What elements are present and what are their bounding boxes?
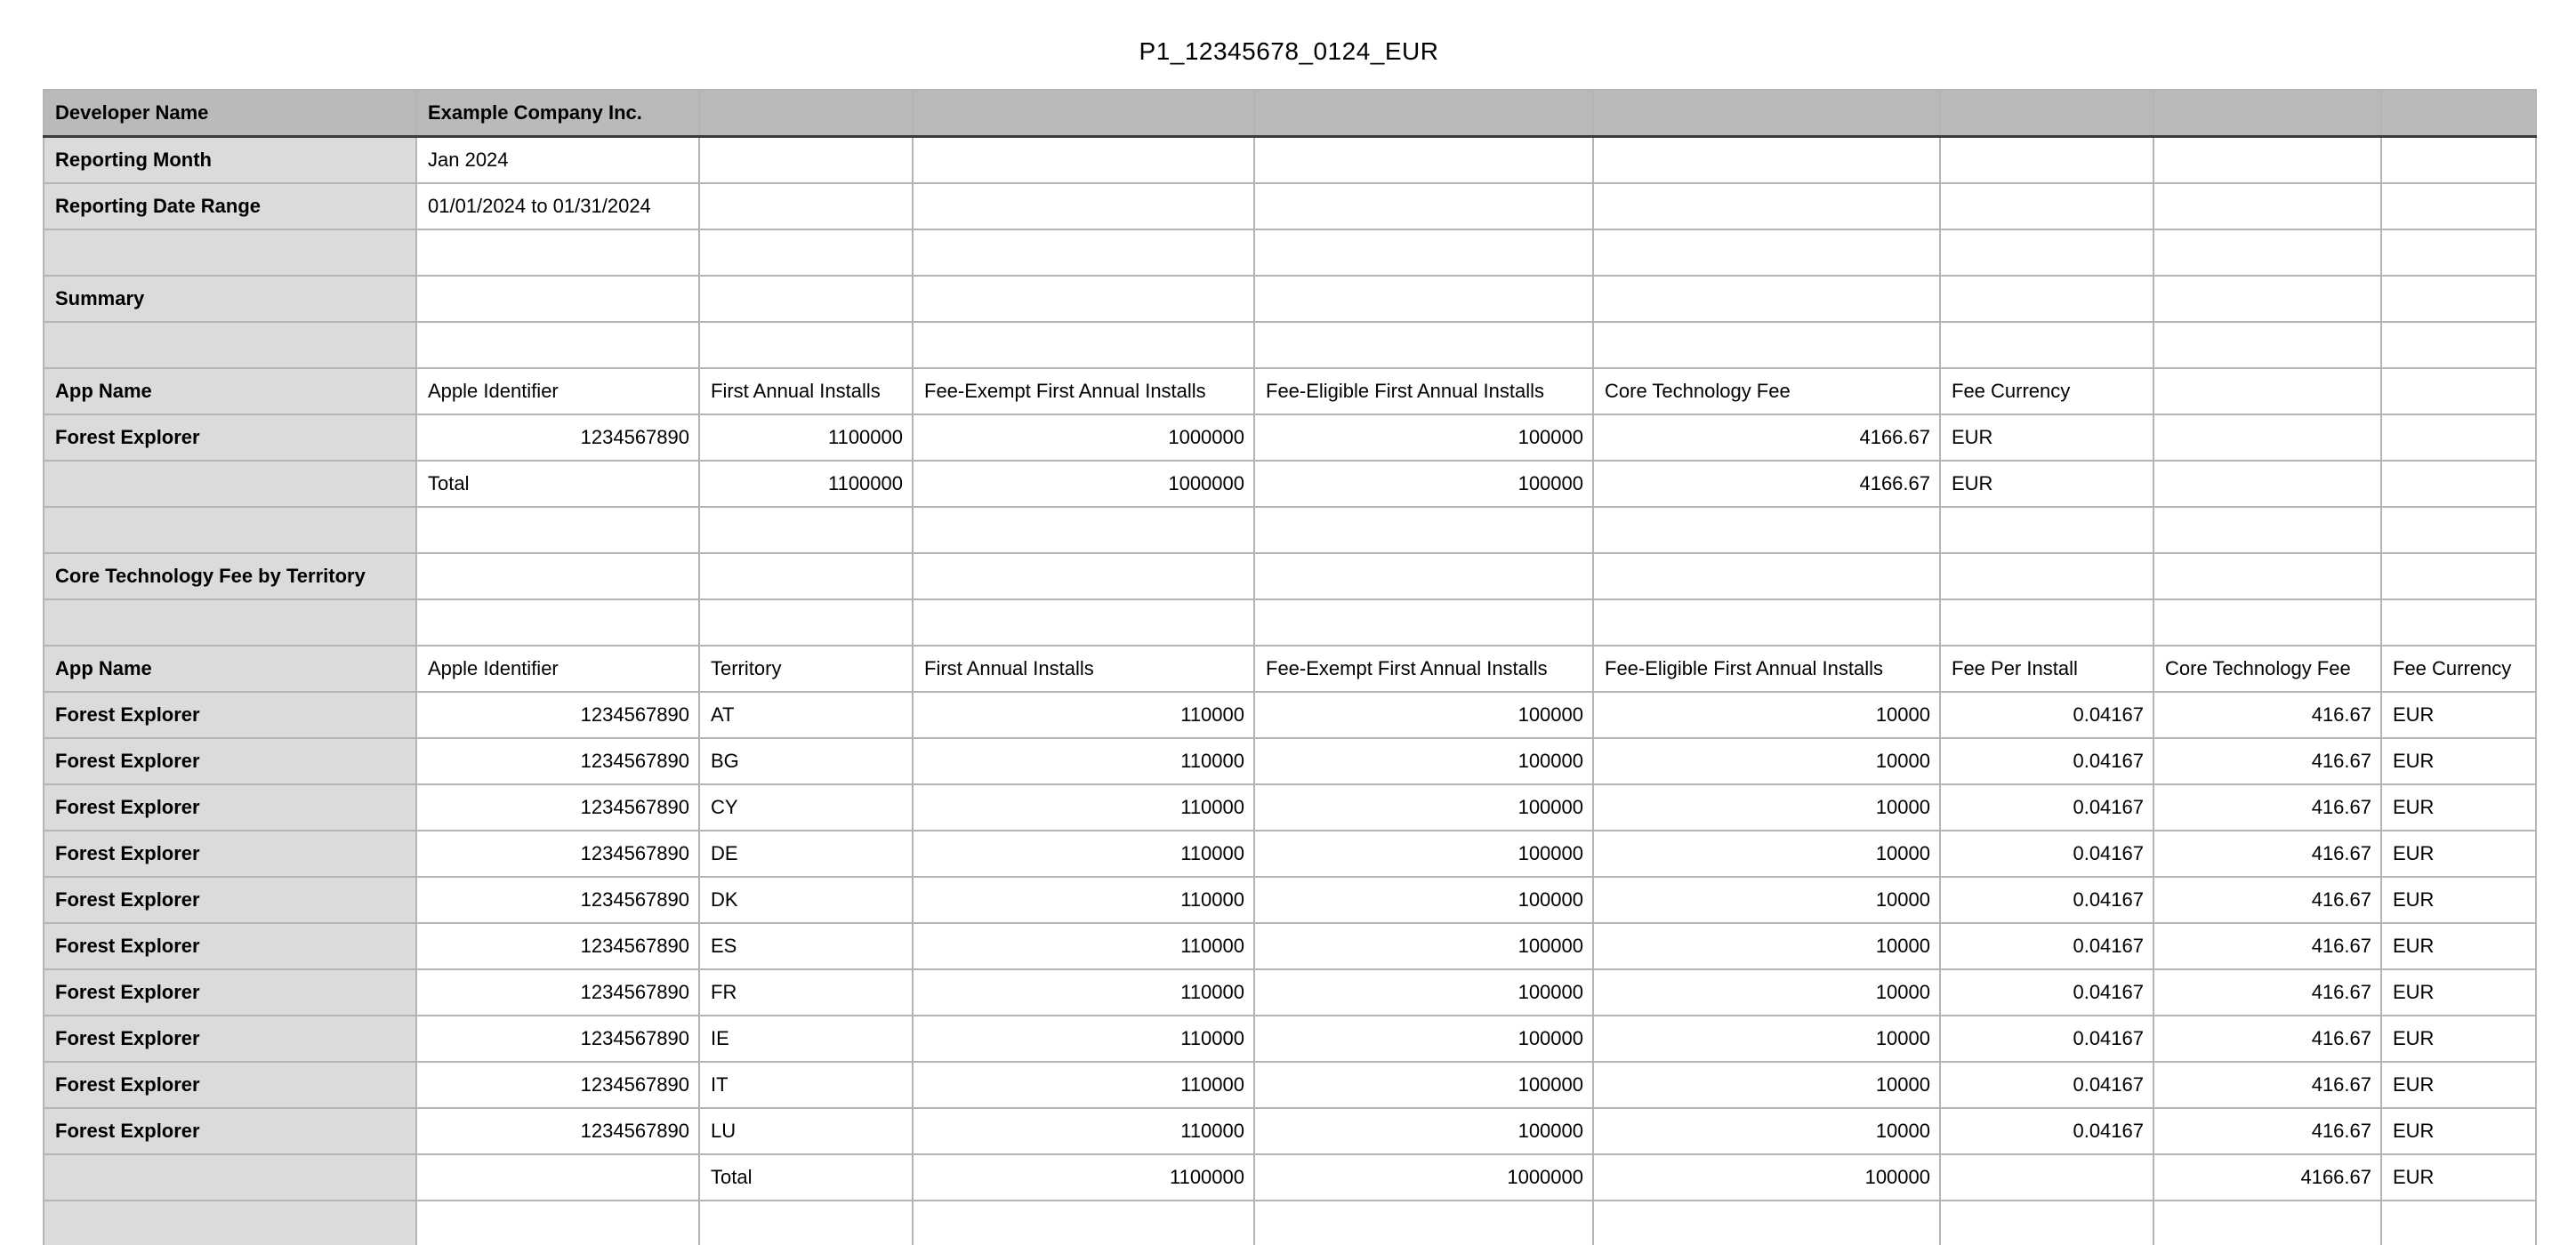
spreadsheet-cell: 100000	[1254, 1062, 1593, 1108]
spreadsheet-cell: 416.67	[2153, 1108, 2381, 1154]
spreadsheet-cell: Forest Explorer	[44, 877, 416, 923]
spreadsheet-cell: 10000	[1593, 877, 1940, 923]
spreadsheet-cell: 100000	[1254, 969, 1593, 1016]
spreadsheet-cell: 100000	[1254, 831, 1593, 877]
spreadsheet-cell: 0.04167	[1940, 1016, 2153, 1062]
spreadsheet-cell: Developer Name	[44, 90, 416, 137]
spreadsheet-cell: Reporting Date Range	[44, 183, 416, 229]
table-row	[44, 368, 2536, 414]
spreadsheet-cell	[1940, 553, 2153, 599]
spreadsheet-cell: 100000	[1254, 1108, 1593, 1154]
spreadsheet-cell: 1234567890	[416, 692, 699, 738]
spreadsheet-cell: 416.67	[2153, 738, 2381, 784]
spreadsheet-cell: LU	[699, 1108, 913, 1154]
spreadsheet-cell	[44, 1154, 416, 1201]
spreadsheet-cell: 0.04167	[1940, 784, 2153, 831]
spreadsheet-cell	[1254, 1201, 1593, 1245]
spreadsheet-cell: 4166.67	[1593, 414, 1940, 461]
spreadsheet-cell: 1234567890	[416, 414, 699, 461]
spreadsheet-cell	[2153, 229, 2381, 276]
spreadsheet-cell	[2153, 90, 2381, 137]
spreadsheet-cell: Fee Currency	[2381, 646, 2536, 692]
spreadsheet-cell: Territory	[699, 646, 913, 692]
spreadsheet-cell: EUR	[2381, 969, 2536, 1016]
spreadsheet-cell: 100000	[1254, 461, 1593, 507]
spreadsheet-cell: Fee-Eligible First Annual Installs	[1593, 646, 1940, 692]
spreadsheet-cell: Example Company Inc.	[416, 90, 699, 137]
table-row	[44, 1062, 2536, 1108]
spreadsheet-cell: EUR	[2381, 784, 2536, 831]
spreadsheet-cell: Core Technology Fee	[1593, 368, 1940, 414]
spreadsheet-cell: 110000	[913, 1062, 1254, 1108]
table-row	[44, 646, 2536, 692]
spreadsheet-cell: First Annual Installs	[699, 368, 913, 414]
spreadsheet-cell: EUR	[1940, 461, 2153, 507]
spreadsheet-cell	[913, 90, 1254, 137]
spreadsheet-cell	[1940, 276, 2153, 322]
spreadsheet-cell	[2381, 507, 2536, 553]
spreadsheet-cell: 416.67	[2153, 784, 2381, 831]
spreadsheet-cell: 10000	[1593, 1108, 1940, 1154]
spreadsheet-cell	[416, 276, 699, 322]
spreadsheet-cell: 10000	[1593, 923, 1940, 969]
spreadsheet-cell: 416.67	[2153, 923, 2381, 969]
spreadsheet-cell	[2381, 276, 2536, 322]
spreadsheet-cell: 416.67	[2153, 831, 2381, 877]
spreadsheet-cell: 1000000	[913, 414, 1254, 461]
spreadsheet-cell	[2381, 90, 2536, 137]
table-row	[44, 414, 2536, 461]
spreadsheet-cell	[2153, 322, 2381, 368]
table-row	[44, 276, 2536, 322]
spreadsheet-cell: Apple Identifier	[416, 368, 699, 414]
table-row	[44, 507, 2536, 553]
spreadsheet-cell	[699, 90, 913, 137]
spreadsheet-cell: Forest Explorer	[44, 969, 416, 1016]
spreadsheet-cell: EUR	[2381, 877, 2536, 923]
spreadsheet-cell	[699, 276, 913, 322]
spreadsheet-cell: 1000000	[1254, 1154, 1593, 1201]
spreadsheet-cell: Forest Explorer	[44, 692, 416, 738]
spreadsheet-cell: 0.04167	[1940, 692, 2153, 738]
table-row	[44, 969, 2536, 1016]
spreadsheet-cell: 110000	[913, 969, 1254, 1016]
spreadsheet-cell: AT	[699, 692, 913, 738]
table-row	[44, 1154, 2536, 1201]
spreadsheet-cell	[1940, 507, 2153, 553]
spreadsheet-cell: 110000	[913, 831, 1254, 877]
table-row	[44, 322, 2536, 368]
table-row	[44, 923, 2536, 969]
spreadsheet-cell: 100000	[1593, 1154, 1940, 1201]
spreadsheet-cell: Forest Explorer	[44, 923, 416, 969]
spreadsheet-cell: 110000	[913, 1016, 1254, 1062]
spreadsheet-cell	[1940, 137, 2153, 184]
spreadsheet-cell	[2153, 368, 2381, 414]
table-row	[44, 877, 2536, 923]
spreadsheet-cell	[416, 322, 699, 368]
spreadsheet-cell	[1593, 276, 1940, 322]
spreadsheet-cell: Forest Explorer	[44, 1062, 416, 1108]
spreadsheet-cell: 1234567890	[416, 738, 699, 784]
table-row	[44, 1201, 2536, 1245]
spreadsheet-cell	[1254, 507, 1593, 553]
spreadsheet-cell: Total	[699, 1154, 913, 1201]
spreadsheet-cell	[2153, 507, 2381, 553]
spreadsheet-cell: 10000	[1593, 969, 1940, 1016]
spreadsheet-cell: 416.67	[2153, 969, 2381, 1016]
spreadsheet-cell: 416.67	[2153, 1016, 2381, 1062]
spreadsheet-cell: Apple Identifier	[416, 646, 699, 692]
report-table	[43, 89, 2537, 1245]
spreadsheet-cell: 100000	[1254, 923, 1593, 969]
spreadsheet-cell: 110000	[913, 692, 1254, 738]
spreadsheet-cell: Total	[416, 461, 699, 507]
spreadsheet-cell	[913, 183, 1254, 229]
spreadsheet-cell: App Name	[44, 368, 416, 414]
spreadsheet-cell: 0.04167	[1940, 738, 2153, 784]
spreadsheet-cell: FR	[699, 969, 913, 1016]
spreadsheet-cell: ES	[699, 923, 913, 969]
spreadsheet-cell: 10000	[1593, 1062, 1940, 1108]
spreadsheet-cell: EUR	[2381, 692, 2536, 738]
spreadsheet-cell: 0.04167	[1940, 923, 2153, 969]
spreadsheet-cell: Core Technology Fee	[2153, 646, 2381, 692]
spreadsheet-cell	[699, 137, 913, 184]
spreadsheet-cell: 100000	[1254, 784, 1593, 831]
spreadsheet-cell	[1940, 1201, 2153, 1245]
spreadsheet-cell: IE	[699, 1016, 913, 1062]
spreadsheet-cell	[699, 322, 913, 368]
spreadsheet-cell: EUR	[1940, 414, 2153, 461]
spreadsheet-cell: 416.67	[2153, 692, 2381, 738]
spreadsheet-cell	[416, 1201, 699, 1245]
spreadsheet-cell: 0.04167	[1940, 831, 2153, 877]
spreadsheet-cell: 1234567890	[416, 1062, 699, 1108]
table-row	[44, 461, 2536, 507]
spreadsheet-cell: 10000	[1593, 1016, 1940, 1062]
table-row	[44, 90, 2536, 137]
spreadsheet-cell: 10000	[1593, 831, 1940, 877]
table-row	[44, 831, 2536, 877]
spreadsheet-cell	[1593, 322, 1940, 368]
spreadsheet-cell: 10000	[1593, 692, 1940, 738]
table-row	[44, 183, 2536, 229]
spreadsheet-cell	[1593, 229, 1940, 276]
spreadsheet-cell: 100000	[1254, 1016, 1593, 1062]
spreadsheet-cell: EUR	[2381, 1154, 2536, 1201]
spreadsheet-cell: Summary	[44, 276, 416, 322]
spreadsheet-cell	[913, 599, 1254, 646]
spreadsheet-cell	[2153, 137, 2381, 184]
spreadsheet-cell: 1234567890	[416, 784, 699, 831]
table-row	[44, 692, 2536, 738]
spreadsheet-cell: 0.04167	[1940, 1108, 2153, 1154]
spreadsheet-cell	[44, 1201, 416, 1245]
spreadsheet-cell: Reporting Month	[44, 137, 416, 184]
spreadsheet-cell: DE	[699, 831, 913, 877]
spreadsheet-cell: 1100000	[699, 414, 913, 461]
spreadsheet-cell	[699, 183, 913, 229]
spreadsheet-cell: Forest Explorer	[44, 831, 416, 877]
table-row	[44, 137, 2536, 184]
spreadsheet-cell: 4166.67	[1593, 461, 1940, 507]
spreadsheet-cell	[1940, 90, 2153, 137]
spreadsheet-cell	[2153, 276, 2381, 322]
spreadsheet-cell	[2153, 1201, 2381, 1245]
report-table-body	[44, 90, 2536, 1245]
spreadsheet-cell	[2381, 553, 2536, 599]
spreadsheet-cell: 1234567890	[416, 877, 699, 923]
table-row	[44, 1108, 2536, 1154]
spreadsheet-cell: 0.04167	[1940, 877, 2153, 923]
spreadsheet-cell	[2381, 322, 2536, 368]
spreadsheet-cell	[2153, 553, 2381, 599]
page-title: P1_12345678_0124_EUR	[1139, 37, 1439, 65]
spreadsheet-cell: CY	[699, 784, 913, 831]
spreadsheet-cell: Jan 2024	[416, 137, 699, 184]
spreadsheet-cell: 100000	[1254, 414, 1593, 461]
spreadsheet-cell: Forest Explorer	[44, 784, 416, 831]
table-row	[44, 784, 2536, 831]
spreadsheet-cell: 416.67	[2153, 877, 2381, 923]
spreadsheet-cell	[2381, 599, 2536, 646]
table-row	[44, 229, 2536, 276]
spreadsheet-cell	[699, 507, 913, 553]
spreadsheet-cell: Forest Explorer	[44, 414, 416, 461]
spreadsheet-cell: 1234567890	[416, 969, 699, 1016]
spreadsheet-cell	[1940, 599, 2153, 646]
spreadsheet-cell: 1100000	[699, 461, 913, 507]
spreadsheet-cell	[2381, 461, 2536, 507]
spreadsheet-cell	[1593, 137, 1940, 184]
spreadsheet-cell	[1254, 276, 1593, 322]
spreadsheet-cell	[2153, 461, 2381, 507]
spreadsheet-cell: 1234567890	[416, 1016, 699, 1062]
spreadsheet-cell	[2381, 1201, 2536, 1245]
spreadsheet-cell	[416, 229, 699, 276]
spreadsheet-cell: 0.04167	[1940, 969, 2153, 1016]
spreadsheet-cell: Fee Per Install	[1940, 646, 2153, 692]
spreadsheet-cell: EUR	[2381, 738, 2536, 784]
spreadsheet-cell: 416.67	[2153, 1062, 2381, 1108]
spreadsheet-cell	[1940, 183, 2153, 229]
spreadsheet-cell: 1000000	[913, 461, 1254, 507]
spreadsheet-cell	[1940, 1154, 2153, 1201]
spreadsheet-cell: EUR	[2381, 1062, 2536, 1108]
spreadsheet-cell	[1593, 553, 1940, 599]
spreadsheet-cell: 100000	[1254, 877, 1593, 923]
spreadsheet-cell	[699, 553, 913, 599]
spreadsheet-cell	[44, 599, 416, 646]
spreadsheet-cell	[1254, 599, 1593, 646]
spreadsheet-cell: 110000	[913, 738, 1254, 784]
spreadsheet-cell	[699, 599, 913, 646]
spreadsheet-cell: 110000	[913, 923, 1254, 969]
spreadsheet-cell: Fee-Exempt First Annual Installs	[913, 368, 1254, 414]
spreadsheet-cell: EUR	[2381, 1016, 2536, 1062]
spreadsheet-cell: IT	[699, 1062, 913, 1108]
spreadsheet-cell	[1254, 90, 1593, 137]
spreadsheet-cell	[2381, 183, 2536, 229]
spreadsheet-cell	[1940, 322, 2153, 368]
spreadsheet-cell: 0.04167	[1940, 1062, 2153, 1108]
spreadsheet-cell	[1593, 507, 1940, 553]
spreadsheet-cell	[1254, 322, 1593, 368]
spreadsheet-cell: BG	[699, 738, 913, 784]
spreadsheet-cell: Forest Explorer	[44, 1108, 416, 1154]
spreadsheet-cell	[2153, 599, 2381, 646]
spreadsheet-cell: 1234567890	[416, 1108, 699, 1154]
spreadsheet-cell	[1940, 229, 2153, 276]
spreadsheet-cell	[1254, 553, 1593, 599]
spreadsheet-cell	[699, 229, 913, 276]
spreadsheet-cell: 100000	[1254, 692, 1593, 738]
spreadsheet-cell: 1234567890	[416, 923, 699, 969]
spreadsheet-cell	[416, 599, 699, 646]
spreadsheet-cell	[2153, 183, 2381, 229]
spreadsheet-cell: Fee-Exempt First Annual Installs	[1254, 646, 1593, 692]
spreadsheet-cell: 10000	[1593, 738, 1940, 784]
spreadsheet-cell	[699, 1201, 913, 1245]
spreadsheet-cell	[44, 461, 416, 507]
spreadsheet-cell: App Name	[44, 646, 416, 692]
spreadsheet-cell: 110000	[913, 784, 1254, 831]
spreadsheet-cell	[913, 507, 1254, 553]
spreadsheet-cell	[1593, 90, 1940, 137]
spreadsheet-cell	[1593, 599, 1940, 646]
spreadsheet-cell	[44, 507, 416, 553]
spreadsheet-cell	[416, 1154, 699, 1201]
spreadsheet-cell: Forest Explorer	[44, 1016, 416, 1062]
spreadsheet-cell	[2381, 137, 2536, 184]
spreadsheet-cell	[1593, 183, 1940, 229]
spreadsheet-cell: DK	[699, 877, 913, 923]
spreadsheet-cell	[416, 507, 699, 553]
spreadsheet-cell: EUR	[2381, 831, 2536, 877]
spreadsheet-cell: EUR	[2381, 923, 2536, 969]
spreadsheet-cell	[44, 322, 416, 368]
spreadsheet-cell	[1254, 183, 1593, 229]
spreadsheet-cell	[913, 137, 1254, 184]
table-row	[44, 599, 2536, 646]
spreadsheet-cell	[913, 322, 1254, 368]
spreadsheet-cell	[913, 276, 1254, 322]
spreadsheet-cell	[913, 1201, 1254, 1245]
spreadsheet-cell	[416, 553, 699, 599]
spreadsheet-cell: 10000	[1593, 784, 1940, 831]
spreadsheet-cell: 1234567890	[416, 831, 699, 877]
spreadsheet-cell: Fee Currency	[1940, 368, 2153, 414]
spreadsheet-cell	[1254, 137, 1593, 184]
spreadsheet-cell: 4166.67	[2153, 1154, 2381, 1201]
spreadsheet-cell	[1254, 229, 1593, 276]
table-row	[44, 553, 2536, 599]
spreadsheet-cell: 110000	[913, 877, 1254, 923]
spreadsheet-cell: Core Technology Fee by Territory	[44, 553, 416, 599]
spreadsheet-cell	[2381, 414, 2536, 461]
spreadsheet-cell	[913, 229, 1254, 276]
table-row	[44, 1016, 2536, 1062]
spreadsheet-cell	[913, 553, 1254, 599]
spreadsheet-cell: EUR	[2381, 1108, 2536, 1154]
spreadsheet-cell	[2153, 414, 2381, 461]
spreadsheet-cell: First Annual Installs	[913, 646, 1254, 692]
spreadsheet-cell: 01/01/2024 to 01/31/2024	[416, 183, 699, 229]
spreadsheet-cell	[44, 229, 416, 276]
spreadsheet-cell: Forest Explorer	[44, 738, 416, 784]
spreadsheet-cell	[2381, 368, 2536, 414]
spreadsheet-cell	[2381, 229, 2536, 276]
spreadsheet-cell: Fee-Eligible First Annual Installs	[1254, 368, 1593, 414]
table-row	[44, 738, 2536, 784]
spreadsheet-cell: 1100000	[913, 1154, 1254, 1201]
spreadsheet-cell: 100000	[1254, 738, 1593, 784]
spreadsheet-cell: 110000	[913, 1108, 1254, 1154]
spreadsheet-cell	[1593, 1201, 1940, 1245]
